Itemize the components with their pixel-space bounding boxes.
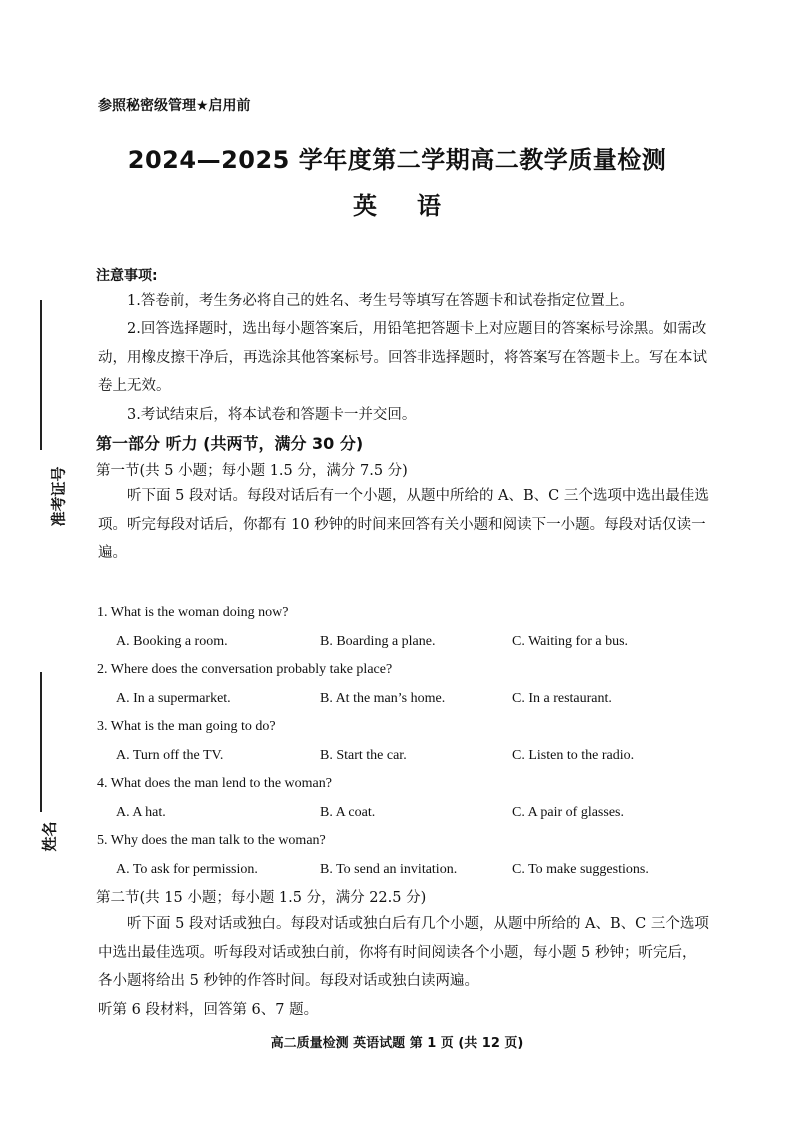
question-4: 4. What does the man lend to the woman?: [97, 776, 332, 791]
q4-option-a: A. A hat.: [116, 805, 166, 820]
name-label: 姓名: [40, 821, 59, 852]
note-item-2: 2.回答选择题时，选出每小题答案后，用铅笔把答题卡上对应题目的答案标号涂黑。如需改动，用橡皮擦干净后，再选涂其他答案标号。回答非选择题时，将答案写在答题卡上。写在本试卷上无效。: [98, 321, 707, 394]
q2-option-b: B. At the man’s home.: [320, 691, 446, 706]
section1-title: 第一节(共 5 小题；每小题 1.5 分，满分 7.5 分): [96, 463, 408, 479]
exam-title: 2024—2025 学年度第二学期高二教学质量检测: [127, 146, 667, 174]
part1-title: 第一部分 听力 (共两节，满分 30 分): [96, 434, 364, 453]
note-item-3: 3.考试结束后，将本试卷和答题卡一并交回。: [127, 407, 417, 423]
question-2: 2. Where does the conversation probably take place?: [97, 662, 393, 677]
section2-instructions: 听下面 5 段对话或独白。每段对话或独白后有几个小题，从题中所给的 A、B、C 三个选项中选出最佳选项。听每段对话或独白前，你将有时间阅读各个小题，每小题 5 秒钟；听完后，各小题将给出 5 秒钟的作答时间。每段对话或独白读两遍。: [98, 916, 709, 989]
question-5: 5. Why does the man talk to the woman?: [97, 833, 326, 848]
q1-option-a: A. Booking a room.: [116, 634, 228, 649]
material-6-prompt: 听第 6 段材料，回答第 6、7 题。: [98, 1002, 319, 1018]
q5-option-c: C. To make suggestions.: [512, 862, 649, 877]
section2-title: 第二节(共 15 小题；每小题 1.5 分，满分 22.5 分): [96, 890, 427, 906]
q3-option-b: B. Start the car.: [320, 748, 407, 763]
q1-option-b: B. Boarding a plane.: [320, 634, 436, 649]
q5-option-a: A. To ask for permission.: [116, 862, 258, 877]
q3-option-a: A. Turn off the TV.: [116, 748, 224, 763]
q5-option-b: B. To send an invitation.: [320, 862, 458, 877]
q4-option-b: B. A coat.: [320, 805, 376, 820]
question-1: 1. What is the woman doing now?: [97, 605, 289, 620]
subject-title: 英语: [353, 192, 481, 220]
q3-option-c: C. Listen to the radio.: [512, 748, 635, 763]
q2-option-c: C. In a restaurant.: [512, 691, 612, 706]
name-line: [40, 672, 42, 812]
exam-id-label: 准考证号: [49, 466, 68, 527]
confidential-notice: 参照秘密级管理★启用前: [98, 98, 251, 114]
exam-id-line: [40, 300, 42, 450]
question-3: 3. What is the man going to do?: [97, 719, 276, 734]
notes-title: 注意事项:: [96, 268, 158, 284]
q2-option-a: A. In a supermarket.: [116, 691, 231, 706]
q1-option-c: C. Waiting for a bus.: [512, 634, 629, 649]
note-item-1: 1.答卷前，考生务必将自己的姓名、考生号等填写在答题卡和试卷指定位置上。: [127, 293, 634, 309]
q4-option-c: C. A pair of glasses.: [512, 805, 624, 820]
section1-instructions: 听下面 5 段对话。每段对话后有一个小题，从题中所给的 A、B、C 三个选项中选出最佳选项。听完每段对话后，你都有 10 秒钟的时间来回答有关小题和阅读下一小题。每段对话仅读一遍。: [98, 488, 709, 561]
page-footer: 高二质量检测 英语试题 第 1 页 (共 12 页): [270, 1036, 524, 1051]
